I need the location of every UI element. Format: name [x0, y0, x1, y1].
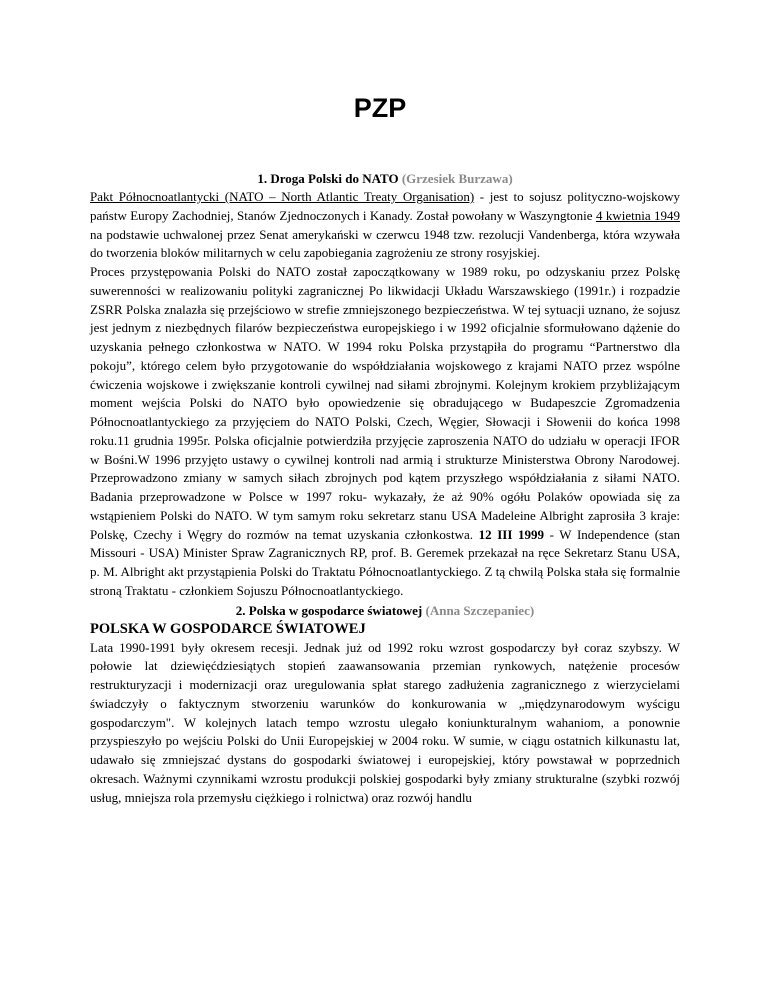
date-link[interactable]: 4 kwietnia 1949 — [595, 207, 680, 223]
section-2-subtitle: POLSKA W GOSPODARCE ŚWIATOWEJ — [90, 620, 366, 637]
nato-link[interactable]: Pakt Północnoatlantycki (NATO – North Atlantic Treaty Organisation) — [90, 189, 475, 204]
section-2-heading — [90, 601, 680, 620]
section-1-paragraph-2 — [90, 263, 680, 601]
section-2-heading-text: 2. Polska w gospodarce światowej — [235, 602, 423, 618]
section-1-paragraph-1 — [90, 188, 680, 263]
section-2-paragraph: Lata 1990-1991 były okresem recesji. Jednak już od 1992 roku wzrost gospodarczy był coraz szybszy. W połowie lat dziewięćdziesiątych stopień zaawansowania przemian rynkowych, natężenie procesów restrukturyzacji i modernizacji oraz uregulowania spłat starego zadłużenia zagranicznego z wierzycielami świadczyły o faktycznym stworzeniu warunków do konkurowania w „międzynarodowym wyścigu gospodarczym". W kolejnych latach tempo wzrostu ulegało koniunkturalnym wahaniom, a ponownie przyspieszyło po wejściu Polski do Unii Europejskiej w 2004 roku. W sumie, w ciągu ostatnich kilkunastu lat, udawało się zmniejszać dystans do gospodarki światowej i europejskiej, który powstawał w poprzednich okresach. Ważnymi czynnikami wzrostu produkcji polskiej gospodarki były zmiany strukturalne (szybki rozwój usług, mniejsza rola przemysłu ciężkiego i rolnictwa) oraz rozwój handlu — [90, 639, 680, 805]
para-2-rest: - W Independence (stan Missouri - USA) Minister Spraw Zagranicznych RP, prof. B. Geremek przekazał na ręce Sekretarz Stanu USA, p. M. Albright akt przystąpienia Polski do Traktatu Północnoatlantyckiego. Z tą chwilą Polska stała się formalnie stroną Traktatu - członkiem Sojuszu Północnoatlantyckiego. — [90, 526, 680, 598]
section-1-heading — [90, 169, 680, 188]
section-1-heading-text: 1. Droga Polski do NATO — [257, 171, 399, 186]
section-1-author: (Grzesiek Burzawa) — [401, 171, 513, 186]
section-2-author: (Anna Szczepaniec) — [425, 602, 535, 618]
para-1-text-b: na podstawie uchwalonej przez Senat amerykański w czerwcu 1948 tzw. rezolucji Vandenberga, która wzywała do tworzenia bloków militarnych w celu zapobiegania zagrożeniu ze strony rosyjskiej. — [90, 226, 680, 261]
document-content — [90, 169, 680, 807]
para-1-text-a: - jest to sojusz polityczno-wojskowy państw Europy Zachodniej, Stanów Zjednoczonych i Kanady. Został powołany w Waszyngtonie — [90, 189, 681, 223]
para-2-text: Proces przystępowania Polski do NATO został zapoczątkowany w 1989 roku, po odzyskaniu przez Polskę suwerenności w realizowaniu polityki zagranicznej Po likwidacji Układu Warszawskiego (1991r.) i rozpadzie ZSRR Polska znalazła się przejściowo w strefie zmniejszonego bezpieczeństwa. W tej sytuacji uznano, że sojusz jest jednym z niezbędnych filarów bezpieczeństwa europejskiego i w 1992 oficjalnie sformułowano dążenie do uzyskania pełnego członkostwa w NATO. W 1994 roku Polska przystąpiła do programu “Partnerstwo dla pokoju”, którego celem było przygotowanie do współdziałania wojskowego z krajami NATO przez wspólne ćwiczenia wojskowe i zwiększanie kontroli cywilnej nad siłami zbrojnymi. Kolejnym krokiem przybliżającym moment wejścia Polski do NATO było opowiedzenie się obradującego w Budapeszcie Zgromadzenia Północnoatlantyckiego za przyjęciem do NATO Polski, Czech, Węgier, Słowacji i Słowenii do końca 1998 roku.11 grudnia 1995r. Polska oficjalnie potwierdziła przyjęcie zaproszenia NATO do udziału w operacji IFOR w Bośni.W 1996 przyjęto ustawy o cywilnej kontroli nad armią i strukturze Ministerstwa Obrony Narodowej. Przeprowadzono zmiany w samych siłach zbrojnych pod kątem przyszłego współdziałania z siłami NATO. Badania przeprowadzone w Polsce w 1997 roku- wykazały, że aż 90% ogółu Polaków opowiada się za wstąpieniem Polski do NATO. W tym samym roku sekretarz stanu USA Madeleine Albright zaprosiła 3 kraje: Polskę, Czechy i Węgry do rozmów na temat uzyskania członkostwa. — [90, 264, 680, 542]
document-title: PZP — [353, 93, 407, 123]
para-2-bold-date: 12 III 1999 — [478, 526, 545, 542]
